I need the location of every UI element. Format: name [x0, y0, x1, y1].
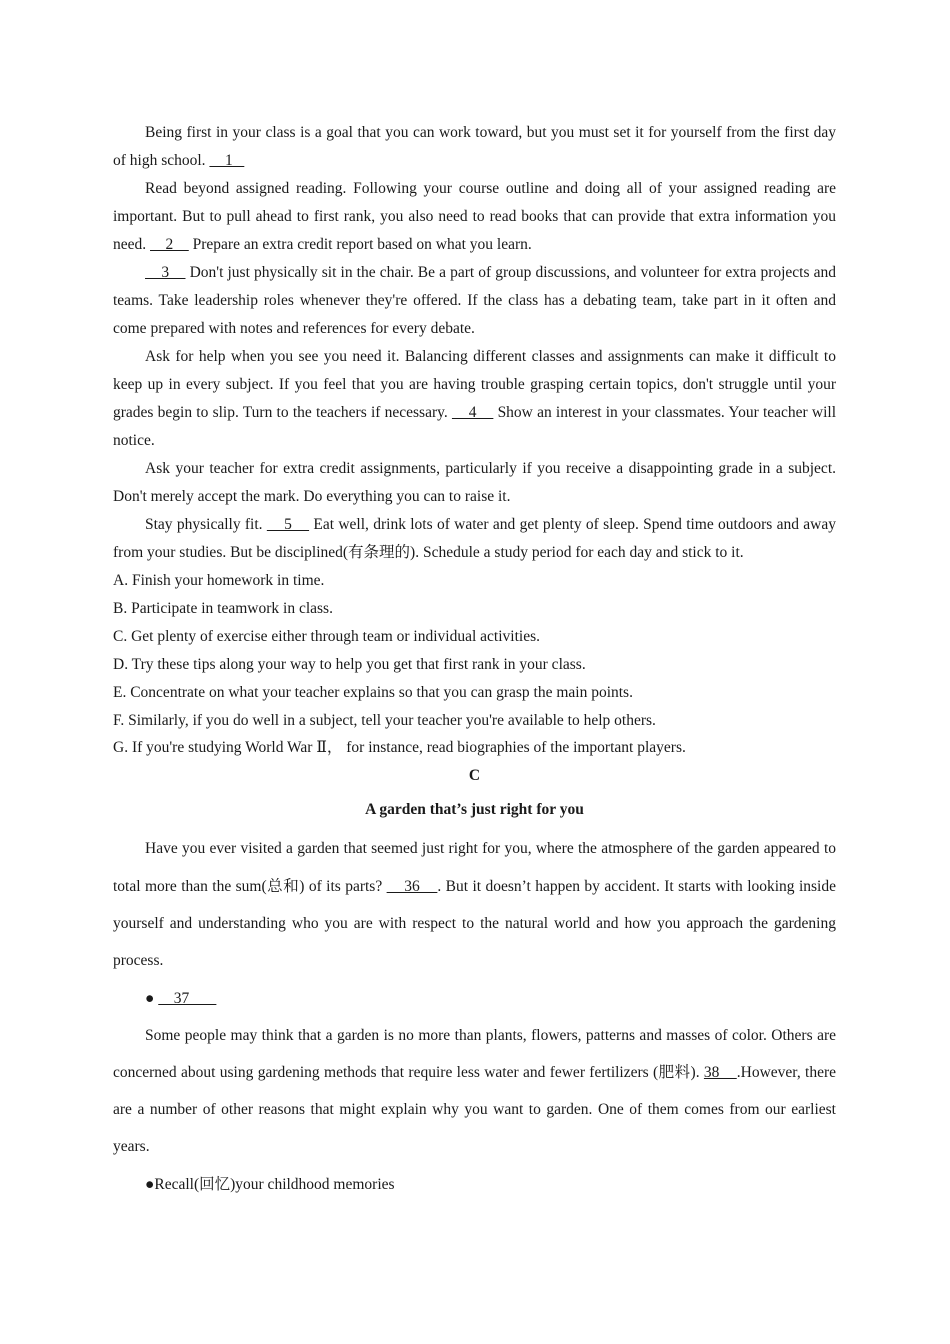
section-letter: C: [468, 767, 481, 785]
blank-5: 5: [266, 516, 310, 533]
bullet-37: [113, 980, 836, 1017]
passage-title: A garden that’s just right for you: [365, 801, 584, 819]
option-c: C. Get plenty of exercise either through team or individual activities.: [113, 627, 540, 645]
option-a: A. Finish your homework in time.: [113, 572, 325, 589]
paragraph-b3: 3 Don't just physically sit in the chair. Be a part of group discussions, and volunteer for extra projects and teams. Take leadership roles whenever they're offered. If the class has a debating team, take part in it often and come prepared with notes and references for every debate.: [113, 264, 836, 337]
blank-3: 3: [145, 264, 186, 281]
option-b: B. Participate in teamwork in class.: [113, 599, 333, 617]
paragraph-b1: Being first in your class is a goal that you can work toward, but you must set it for yourself from the first day of high school. 1: [113, 124, 836, 169]
option-d: D. Try these tips along your way to help you get that first rank in your class.: [113, 655, 586, 673]
bullet-childhood: ●Recall(回忆)your childhood memories: [145, 1175, 395, 1193]
paragraph-b4: Ask for help when you see you need it. Balancing different classes and assignments can make it difficult to keep up in every subject. If you feel that you are having trouble grasping certain topics, don't struggle until your grades begin to slip. Turn to the teachers if necessary. 4 Show an interest in your classmates. Your teacher will notice.: [113, 348, 836, 449]
paragraph-b5: Ask your teacher for extra credit assignments, particularly if you receive a disappointing grade in a subject. Don't merely accept the mark. Do everything you can to raise it.: [113, 460, 836, 505]
document-page: [113, 119, 836, 1203]
blank-2: 2: [150, 236, 189, 253]
blank-38: 38: [703, 1063, 737, 1081]
paragraph-b6: Stay physically fit. 5 Eat well, drink lots of water and get plenty of sleep. Spend time outdoors and away from your studies. But be disciplined(有条理的). Schedule a study period for each day and stick to it.: [113, 516, 837, 561]
paragraph-c1: Have you ever visited a garden that seemed just right for you, where the atmosphere of the garden appeared to total more than the sum(总和) of its parts? 36 . But it doesn’t happen by accident. It starts with looking inside yourself and understanding who you are with respect to the natural world and how you approach the gardening process.: [113, 840, 836, 970]
paragraph-c2: Some people may think that a garden is no more than plants, flowers, patterns and masses of color. Others are concerned about using gardening methods that require less water and fewer fertilizers (肥料). 38 .However, there are a number of other reasons that might explain why you want to garden. One of them comes from our earliest years.: [113, 1026, 836, 1156]
blank-36: 36: [386, 877, 438, 895]
blank-1: 1: [209, 152, 245, 169]
bullet-dot-icon: ●: [145, 989, 159, 1007]
option-g: G. If you're studying World War Ⅱ， for instance, read biographies of the important players.: [113, 739, 686, 757]
blank-4: 4: [451, 404, 494, 421]
option-e: E. Concentrate on what your teacher explains so that you can grasp the main points.: [113, 683, 633, 701]
paragraph-b2: Read beyond assigned reading. Following your course outline and doing all of your assigned reading are important. But to pull ahead to first rank, you also need to read books that can provide that extra information you need. 2 Prepare an extra credit report based on what you learn.: [113, 180, 836, 253]
option-f: F. Similarly, if you do well in a subject, tell your teacher you're available to help others.: [113, 711, 656, 729]
blank-37: 37: [158, 989, 217, 1007]
